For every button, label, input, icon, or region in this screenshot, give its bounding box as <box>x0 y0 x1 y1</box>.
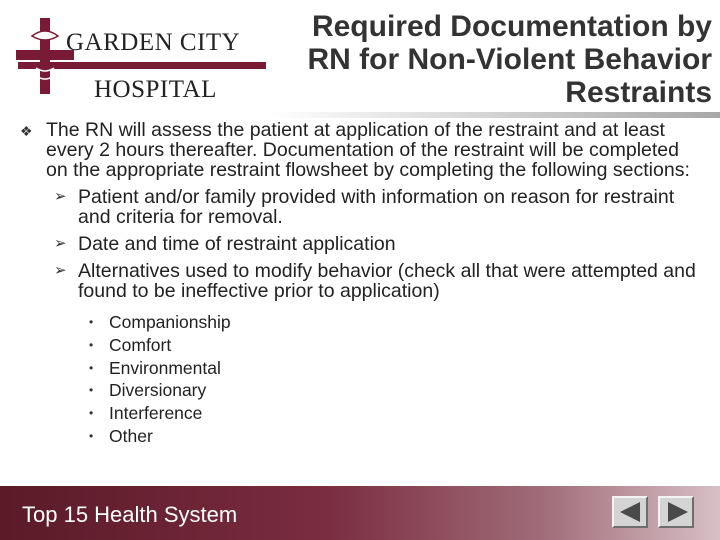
sub-bullet-text: Patient and/or family provided with information on reason for restraint and criteria for removal. <box>78 186 675 228</box>
main-bullet <box>20 120 700 180</box>
previous-slide-icon <box>614 498 646 526</box>
previous-slide-button[interactable] <box>612 496 648 528</box>
next-slide-icon <box>660 498 692 526</box>
diamond-bullet-icon: ❖ <box>20 123 33 139</box>
main-bullet-text: The RN will assess the patient at application of the restraint and at least every 2 hours thereafter. Documentation of the restraint will be completed on the appropriate restraint flowsheet by completing the following sections: <box>46 119 690 181</box>
list-item <box>20 425 700 448</box>
dot-bullet-icon: • <box>89 406 94 421</box>
list-item-text: Diversionary <box>109 380 207 401</box>
dot-bullet-icon: • <box>89 383 94 398</box>
logo-text-hospital: HOSPITAL <box>94 76 217 103</box>
list-item <box>20 379 700 402</box>
sub-bullet <box>20 261 700 301</box>
dot-bullet-icon: • <box>89 360 94 375</box>
alternatives-list <box>20 311 700 448</box>
sub-bullet-text: Alternatives used to modify behavior (check all that were attempted and found to be ineffective prior to application) <box>78 260 696 302</box>
arrow-bullet-icon: ➢ <box>54 262 67 279</box>
list-item-text: Comfort <box>109 334 172 355</box>
list-item <box>20 311 700 334</box>
arrow-bullet-icon: ➢ <box>54 188 67 205</box>
hospital-logo <box>8 14 263 114</box>
sub-bullet <box>20 234 700 254</box>
arrow-bullet-icon: ➢ <box>54 235 67 252</box>
list-item-text: Interference <box>109 403 203 424</box>
dot-bullet-icon: • <box>89 428 94 443</box>
dot-bullet-icon: • <box>89 315 94 329</box>
next-slide-button[interactable] <box>658 496 694 528</box>
dot-bullet-icon: • <box>89 337 94 352</box>
list-item <box>20 402 700 425</box>
list-item <box>20 357 700 380</box>
list-item-text: Other <box>109 425 153 446</box>
footer-bar <box>0 486 720 540</box>
logo-text-garden-city: GARDEN CITY <box>66 29 241 56</box>
title-underline <box>270 112 720 118</box>
sub-bullet-text: Date and time of restraint application <box>78 233 396 255</box>
list-item-text: Environmental <box>109 357 221 378</box>
footer-text: Top 15 Health System <box>22 502 238 527</box>
sub-bullet <box>20 187 700 227</box>
slide-content <box>20 120 700 448</box>
list-item <box>20 334 700 357</box>
list-item-text: Companionship <box>109 312 231 332</box>
slide-title: Required Documentation by RN for Non-Violent Behavior Restraints <box>307 10 712 109</box>
